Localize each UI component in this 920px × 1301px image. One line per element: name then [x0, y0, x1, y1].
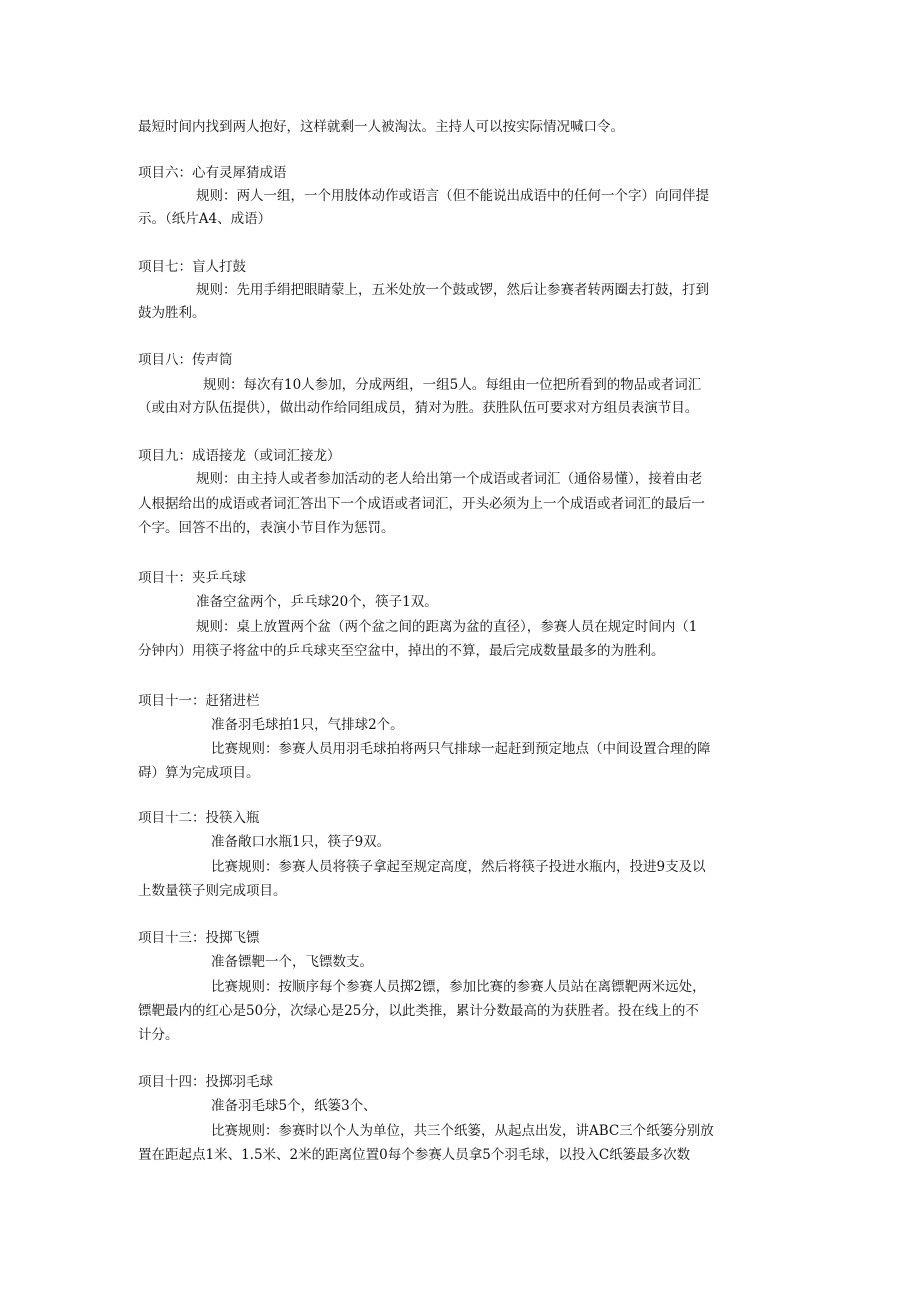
body-line: 准备空盆两个，乒乓球20个，筷子1双。 — [196, 594, 438, 610]
body-line: 鼓为胜利。 — [138, 305, 206, 321]
body-line: 规则：两人一组，一个用肢体动作或语言（但不能说出成语中的任何一个字）向同伴提 — [196, 188, 709, 204]
body-line: 准备羽毛球拍1只，气排球2个。 — [211, 717, 404, 733]
body-line: 规则：每次有10人参加，分成两组，一组5人。每组由一位把所看到的物品或者词汇 — [203, 377, 702, 393]
body-line: 准备镖靶一个，飞镖数支。 — [211, 954, 373, 970]
body-line: 比赛规则：参赛时以个人为单位，共三个纸篓，从起点出发，讲ABC三个纸篓分别放 — [211, 1123, 714, 1139]
body-line: 准备敞口水瓶1只，筷子9双。 — [211, 834, 391, 850]
intro-line: 最短时间内找到两人抱好，这样就剩一人被淘汰。主持人可以按实际情况喊口令。 — [138, 119, 624, 135]
section-title: 项目九：成语接龙（或词汇接龙） — [138, 448, 341, 464]
body-line: 上数量筷子则完成项目。 — [138, 883, 287, 899]
body-line: 准备羽毛球5个，纸篓3个、 — [211, 1098, 377, 1114]
body-line: 示。（纸片A4、成语） — [138, 211, 272, 227]
section-title: 项目十四：投掷羽毛球 — [138, 1074, 273, 1090]
section-title: 项目十二：投筷入瓶 — [138, 810, 260, 826]
body-line: 规则：桌上放置两个盆（两个盆之间的距离为盆的直径），参赛人员在规定时间内（1 — [196, 619, 698, 635]
body-line: 个字。回答不出的，表演小节目作为惩罚。 — [138, 520, 395, 536]
body-line: 碍）算为完成项目。 — [138, 765, 260, 781]
body-line: （或由对方队伍提供），做出动作给同组成员，猜对为胜。获胜队伍可要求对方组员表演节目。 — [138, 400, 699, 416]
body-line: 置在距起点1米、1.5米、2米的距离位置0每个参赛人员拿5个羽毛球，以投入C纸篓最多次数 — [138, 1147, 691, 1163]
body-line: 镖靶最内的红心是50分，次绿心是25分，以此类推，累计分数最高的为获胜者。投在线上的不 — [138, 1003, 699, 1019]
body-line: 比赛规则：参赛人员将筷子拿起至规定高度，然后将筷子投进水瓶内，投进9支及以 — [211, 859, 706, 875]
body-line: 规则：先用手绢把眼睛蒙上，五米处放一个鼓或锣，然后让参赛者转两圈去打鼓，打到 — [196, 282, 709, 298]
section-title: 项目十三：投掷飞镖 — [138, 930, 260, 946]
body-line: 比赛规则：按顺序每个参赛人员掷2镖，参加比赛的参赛人员站在离镖靶两米远处， — [211, 979, 706, 995]
body-line: 分钟内）用筷子将盆中的乒乓球夹至空盆中，掉出的不算，最后完成数量最多的为胜利。 — [138, 643, 665, 659]
section-title: 项目十一：赶猪进栏 — [138, 693, 260, 709]
body-line: 人根据给出的成语或者词汇答出下一个成语或者词汇，开头必须为上一个成语或者词汇的最后一 — [138, 496, 705, 512]
body-line: 计分。 — [138, 1027, 179, 1043]
section-title: 项目六：心有灵犀猜成语 — [138, 165, 287, 181]
section-title: 项目十：夹乒乓球 — [138, 570, 246, 586]
body-line: 规则：由主持人或者参加活动的老人给出第一个成语或者词汇（通俗易懂），接着由老 — [196, 471, 703, 487]
section-title: 项目八：传声筒 — [138, 352, 233, 368]
section-title: 项目七：盲人打鼓 — [138, 259, 246, 275]
body-line: 比赛规则：参赛人员用羽毛球拍将两只气排球一起赶到预定地点（中间设置合理的障 — [211, 741, 711, 757]
